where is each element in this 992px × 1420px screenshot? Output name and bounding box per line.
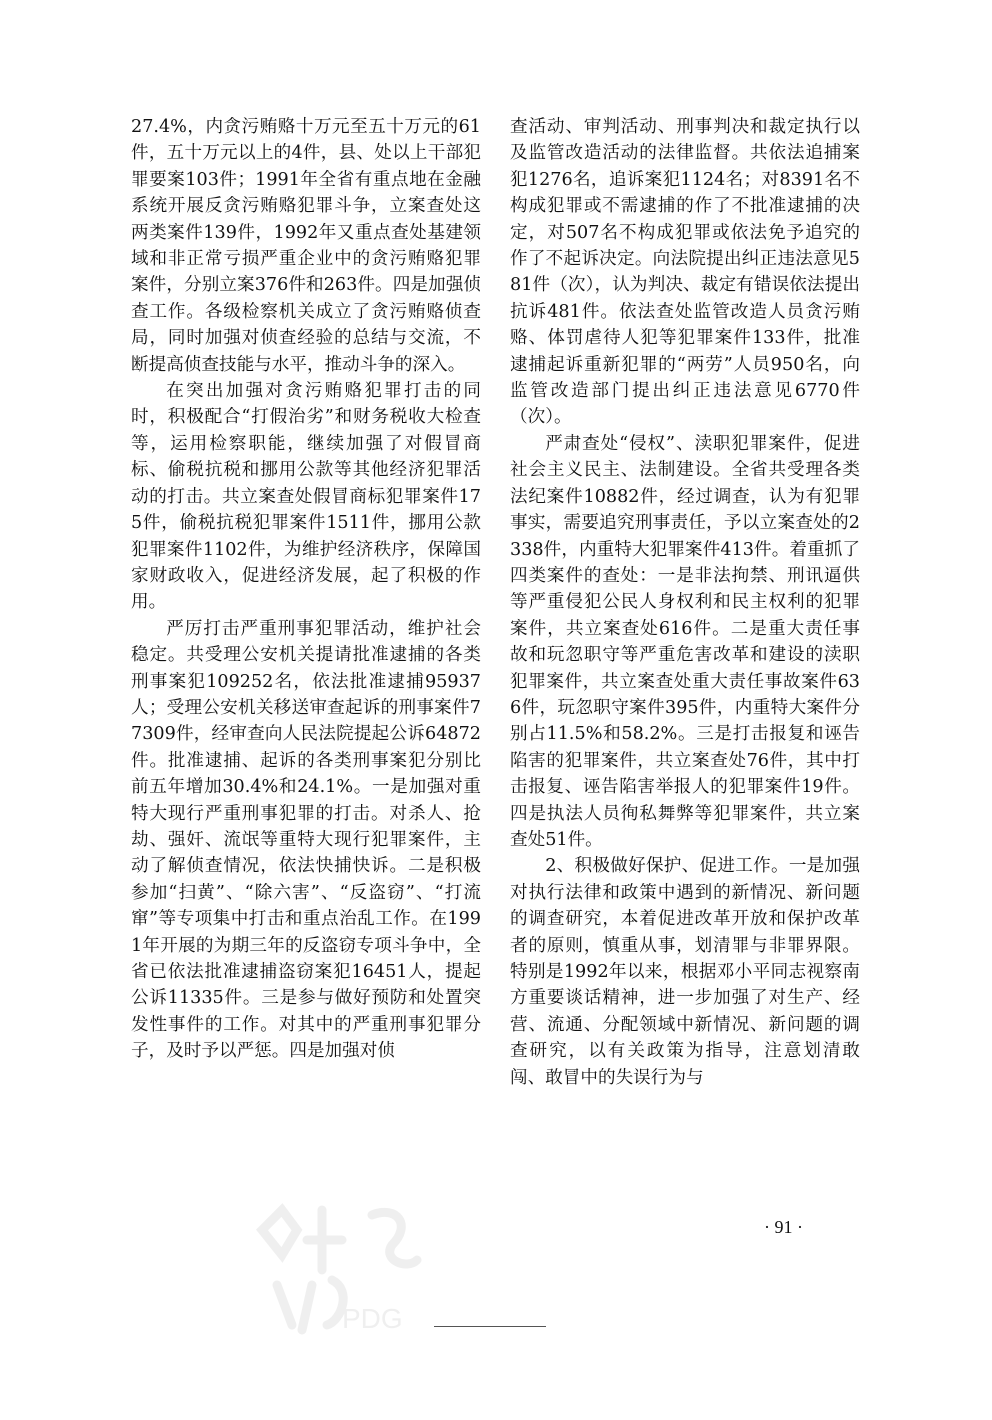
right-paragraph-3: 2、积极做好保护、促进工作。一是加强对执行法律和政策中遇到的新情况、新问题的调查研究，本着促进改革开放和保护改革者的原则，慎重从事，划清罪与非罪界限。特别是1992年以来，根据邓小平同志视察南方重要谈话精神，进一步加强了对生产、经营、流通、分配领域中新情况、新问题的调查研究，以有关政策为指导，注意划清敢闯、敢冒中的失误行为与 xyxy=(510,856,860,1088)
right-paragraph-2: 严肃查处“侵权”、渎职犯罪案件，促进社会主义民主、法制建设。全省共受理各类法纪案件10882件，经过调查，认为有犯罪事实，需要追究刑事责任，予以立案查处的2338件，内重特大犯罪案件413件。着重抓了四类案件的查处：一是非法拘禁、刑讯逼供等严重侵犯公民人身权利和民主权利的犯罪案件，共立案查处616件。二是重大责任事故和玩忽职守等严重危害改革和建设的渎职犯罪案件，共立案查处重大责任事故案件636件，玩忽职守案件395件，内重特大案件分别占11.5%和58.2%。三是打击报复和诬告陷害的犯罪案件，共立案查处76件，其中打击报复、诬告陷害举报人的犯罪案件19件。四是执法人员徇私舞弊等犯罪案件，共立案查处51件。 xyxy=(510,433,860,850)
footer-rule xyxy=(434,1326,546,1327)
left-column xyxy=(131,114,481,1065)
library-watermark xyxy=(222,1190,462,1340)
right-column xyxy=(510,114,860,1091)
page-number: · 91 · xyxy=(764,1217,803,1237)
left-paragraph-1: 27.4%，内贪污贿赂十万元至五十万元的61件，五十万元以上的4件，县、处以上干部犯罪要案103件；1991年全省有重点地在金融系统开展反贪污贿赂犯罪斗争，立案查处这两类案件139件，1992年又重点查处基建领域和非正常亏损严重企业中的贪污贿赂犯罪案件，分别立案376件和263件。四是加强侦查工作。各级检察机关成立了贪污贿赂侦查局，同时加强对侦查经验的总结与交流，不断提高侦查技能与水平，推动斗争的深入。 xyxy=(131,117,481,375)
left-paragraph-3: 严厉打击严重刑事犯罪活动，维护社会稳定。共受理公安机关提请批准逮捕的各类刑事案犯109252名，依法批准逮捕95937人；受理公安机关移送审查起诉的刑事案件77309件，经审查向人民法院提起公诉64872件。批准逮捕、起诉的各类刑事案犯分别比前五年增加30.4%和24.1%。一是加强对重特大现行严重刑事犯罪的打击。对杀人、抢劫、强奸、流氓等重特大现行犯罪案件，主动了解侦查情况，依法快捕快诉。二是积极参加“扫黄”、“除六害”、“反盗窃”、“打流窜”等专项集中打击和重点治乱工作。在1991年开展的为期三年的反盗窃专项斗争中，全省已依法批准逮捕盗窃案犯16451人，提起公诉11335件。三是参与做好预防和处置突发性事件的工作。对其中的严重刑事犯罪分子，及时予以严惩。四是加强对侦 xyxy=(131,618,481,1062)
watermark-text: PDG xyxy=(342,1303,403,1334)
left-paragraph-2: 在突出加强对贪污贿赂犯罪打击的同时，积极配合“打假治劣”和财务税收大检查等，运用检察职能，继续加强了对假冒商标、偷税抗税和挪用公款等其他经济犯罪活动的打击。共立案查处假冒商标犯罪案件175件，偷税抗税犯罪案件1511件，挪用公款犯罪案件1102件，为维护经济秩序，保障国家财政收入，促进经济发展，起了积极的作用。 xyxy=(131,381,481,613)
right-paragraph-1: 查活动、审判活动、刑事判决和裁定执行以及监管改造活动的法律监督。共依法追捕案犯1276名，追诉案犯1124名；对8391名不构成犯罪或不需逮捕的作了不批准逮捕的决定，对507名不构成犯罪或依法免予追究的作了不起诉决定。向法院提出纠正违法意见581件（次），认为判决、裁定有错误依法提出抗诉481件。依法查处监管改造人员贪污贿赂、体罚虐待人犯等犯罪案件133件，批准逮捕起诉重新犯罪的“两劳”人员950名，向监管改造部门提出纠正违法意见6770件（次）。 xyxy=(510,117,860,428)
